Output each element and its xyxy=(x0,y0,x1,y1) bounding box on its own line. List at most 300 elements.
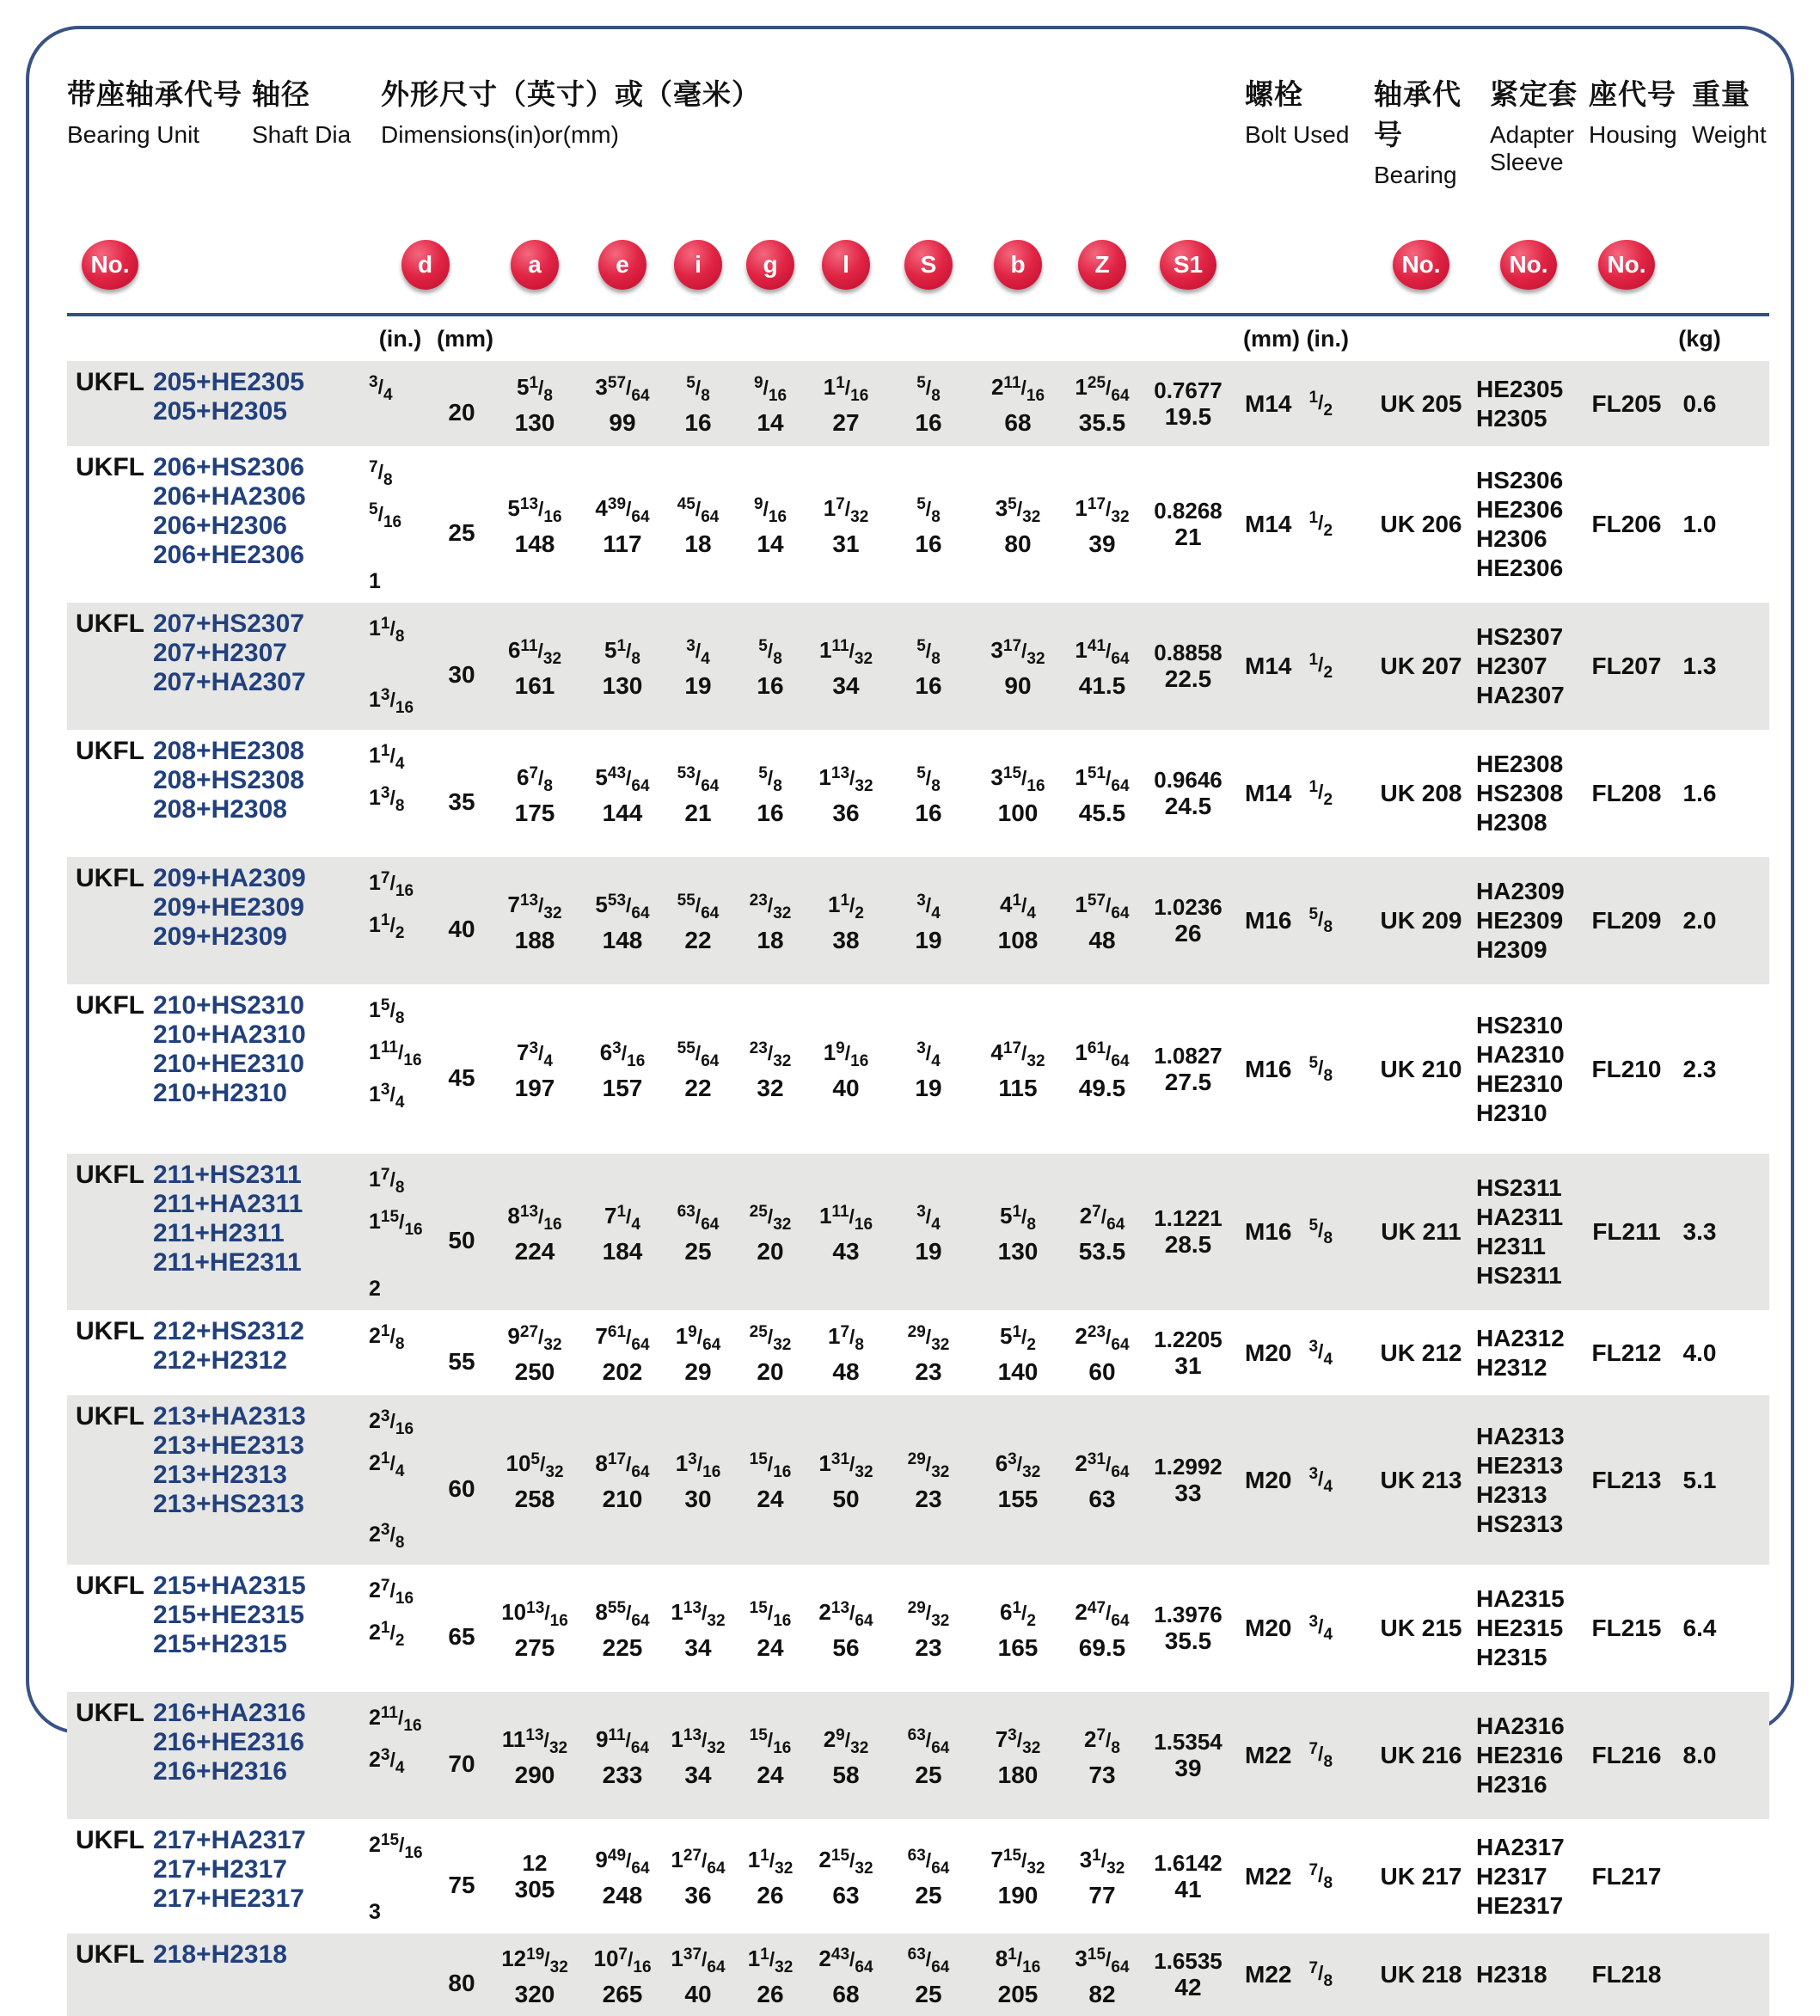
dim-Z-mm: 60 xyxy=(1088,1358,1116,1385)
bearing-unit-models xyxy=(153,737,364,824)
dim-S1-mm: 35.5 xyxy=(1164,1627,1212,1654)
weight-value: 0.6 xyxy=(1682,389,1717,417)
dim-a-mm: 305 xyxy=(514,1875,555,1903)
dim-S-in: $^{29}/_{32}$ xyxy=(907,1598,950,1630)
housing-no: FL218 xyxy=(1591,1961,1662,1988)
shaft-dia-in-list xyxy=(364,368,437,439)
dim-i-in: $1^{27}/_{64}$ xyxy=(671,1847,726,1878)
bolt-size-mm: M16 xyxy=(1245,1055,1292,1082)
dim-S1-in: 0.8268 xyxy=(1154,498,1223,524)
dim-l xyxy=(806,761,885,827)
dim-g-mm: 26 xyxy=(757,1882,784,1909)
adapter-sleeve-item: HE2313 xyxy=(1476,1451,1564,1479)
table-row xyxy=(67,984,1769,1154)
dim-b-in: $2^{11}/_{16}$ xyxy=(990,374,1045,405)
bearing-unit-model: 218+H2318 xyxy=(153,1940,287,1969)
dim-i xyxy=(662,1843,734,1909)
adapter-sleeve-item: HS2313 xyxy=(1476,1510,1564,1537)
dim-l xyxy=(806,634,885,700)
dim-g xyxy=(734,761,806,827)
dim-S1 xyxy=(1140,1948,1236,2001)
dim-e xyxy=(583,761,662,827)
dim-e-in: $5^1/_8$ xyxy=(604,636,640,668)
dim-S1-in: 1.2992 xyxy=(1154,1453,1223,1480)
bearing-unit-model: 208+H2308 xyxy=(153,795,287,824)
dim-S-mm: 23 xyxy=(915,1486,942,1512)
adapter-sleeve-item: HE2305 xyxy=(1476,375,1564,402)
dim-i xyxy=(662,1596,734,1662)
spec-sheet-card xyxy=(26,26,1794,2007)
dim-g-in: $^{15}/_{16}$ xyxy=(749,1725,792,1757)
dim-S-mm: 19 xyxy=(915,1237,942,1265)
adapter-sleeve-list xyxy=(1473,1422,1584,1539)
shaft-dia-in xyxy=(364,1118,437,1147)
bolt-used xyxy=(1236,1612,1370,1645)
bolt-used xyxy=(1236,1958,1370,1991)
bolt-size-mm: M22 xyxy=(1245,1862,1292,1890)
dim-g xyxy=(734,634,806,700)
adapter-sleeve-item: HE2309 xyxy=(1476,907,1564,934)
bearing-unit-model: 217+HE2317 xyxy=(153,1884,304,1913)
dim-g-mm: 32 xyxy=(757,1075,784,1101)
shaft-dia-in: $^5/_{16}$ xyxy=(369,500,402,531)
bearing-unit-model: 210+HS2310 xyxy=(153,991,304,1020)
bolt-size-mm: M14 xyxy=(1245,780,1292,806)
dim-i-mm: 30 xyxy=(684,1486,712,1512)
dim-i xyxy=(662,888,734,954)
dim-a-mm: 175 xyxy=(514,799,555,826)
adapter-sleeve-item: HA2310 xyxy=(1476,1040,1565,1068)
shaft-dia-in: $^7/_8$ xyxy=(369,458,393,489)
dim-S xyxy=(885,1320,971,1386)
bearing-unit-models xyxy=(153,368,364,426)
dim-l xyxy=(806,888,885,954)
adapter-sleeve-item: HS2308 xyxy=(1476,780,1564,806)
dim-S-mm: 23 xyxy=(915,1633,942,1661)
header-adapter-sleeve xyxy=(1490,72,1589,176)
dim-e xyxy=(583,1596,662,1662)
dim-S-mm: 23 xyxy=(915,1358,942,1385)
header-dimensions-zh: 外形尺寸（英寸）或（毫米） xyxy=(381,78,761,110)
shaft-dia-mm: 45 xyxy=(448,1063,475,1091)
shaft-dia-in: $1^1/_8$ xyxy=(369,615,405,646)
dim-i-mm: 25 xyxy=(684,1237,712,1265)
dim-S1-in: 1.0827 xyxy=(1154,1042,1223,1069)
dim-i xyxy=(662,492,734,558)
adapter-sleeve-item: H2315 xyxy=(1476,1644,1547,1670)
dim-l-in: $1^{13}/_{32}$ xyxy=(818,763,873,795)
dim-g-in: $^{25}/_{32}$ xyxy=(749,1202,792,1234)
shaft-dia-in: $2^1/_8$ xyxy=(369,1322,405,1353)
column-label-circles xyxy=(67,229,1769,301)
dim-a-in: $7^3/_4$ xyxy=(516,1039,553,1070)
dim-a xyxy=(487,1850,583,1903)
shaft-dia-in: $1^3/_8$ xyxy=(369,784,405,815)
dim-g-mm: 26 xyxy=(757,1980,784,2007)
circle-no-housing: No. xyxy=(1598,240,1655,290)
dim-a xyxy=(487,1320,583,1386)
bearing-unit-model: 215+HE2315 xyxy=(153,1601,304,1629)
dim-a-mm: 161 xyxy=(514,671,555,699)
adapter-sleeve-item: H2311 xyxy=(1476,1233,1546,1259)
dim-a-in: $5^{13}/_{16}$ xyxy=(507,494,562,526)
bearing-unit-model: 206+HA2306 xyxy=(153,482,306,511)
adapter-sleeve-item: H2312 xyxy=(1476,1353,1547,1381)
dim-g-in: $^{23}/_{32}$ xyxy=(749,891,792,922)
dim-a-in: $11^{13}/_{32}$ xyxy=(501,1725,568,1757)
dim-S-mm: 19 xyxy=(915,926,942,953)
dim-e-mm: 225 xyxy=(602,1633,643,1661)
dim-e-in: $9^{11}/_{64}$ xyxy=(595,1725,650,1757)
table-header xyxy=(67,52,1769,189)
shaft-dia-in xyxy=(364,1486,437,1516)
dim-g-in: $^{15}/_{16}$ xyxy=(749,1598,792,1630)
dim-Z-mm: 63 xyxy=(1088,1486,1116,1512)
dim-g-in: $^{23}/_{32}$ xyxy=(749,1039,792,1070)
dim-l-mm: 36 xyxy=(832,799,860,826)
dim-g xyxy=(734,1723,806,1789)
dim-S-mm: 25 xyxy=(915,1761,942,1788)
dim-S1-in: 1.1221 xyxy=(1154,1205,1223,1231)
bearing-unit-model: 216+HE2316 xyxy=(153,1728,304,1756)
bolt-used xyxy=(1236,1216,1370,1248)
dim-g xyxy=(734,1596,806,1662)
circle-l: l xyxy=(822,240,870,290)
dim-l-in: $1^1/_{16}$ xyxy=(823,374,869,405)
housing-no: FL211 xyxy=(1592,1218,1661,1245)
header-adapter-sleeve-zh: 紧定套 xyxy=(1490,78,1578,110)
dim-g-mm: 16 xyxy=(757,671,784,699)
dim-S1-mm: 28.5 xyxy=(1164,1231,1212,1258)
adapter-sleeve-item: HA2313 xyxy=(1476,1422,1565,1449)
shaft-dia-mm: 70 xyxy=(448,1750,475,1777)
dim-e-mm: 148 xyxy=(602,926,643,953)
dim-i xyxy=(662,371,734,437)
housing-no: FL217 xyxy=(1591,1862,1662,1890)
dim-e xyxy=(583,634,662,700)
dim-g xyxy=(734,1447,806,1513)
dim-g-mm: 20 xyxy=(757,1358,784,1385)
dim-g xyxy=(734,492,806,558)
dim-i xyxy=(662,1723,734,1789)
dim-a-in: 12 xyxy=(522,1849,548,1876)
adapter-sleeve-item: H2307 xyxy=(1476,653,1547,679)
dim-l-mm: 63 xyxy=(832,1882,860,1909)
dim-e xyxy=(583,1942,662,2008)
dim-S1-in: 1.5354 xyxy=(1154,1729,1223,1755)
bearing-no: UK 209 xyxy=(1380,907,1462,934)
dim-e-mm: 210 xyxy=(602,1486,643,1512)
dim-i-in: $1^9/_{64}$ xyxy=(675,1323,721,1354)
dim-S1 xyxy=(1140,894,1236,947)
dim-e xyxy=(583,1843,662,1909)
dim-a-mm: 197 xyxy=(514,1075,555,1101)
shaft-dia-in: $2^{11}/_{16}$ xyxy=(369,1704,422,1735)
dim-a-in: $10^5/_{32}$ xyxy=(506,1450,564,1481)
adapter-sleeve-item: H2310 xyxy=(1476,1099,1547,1126)
housing-no: FL216 xyxy=(1591,1742,1662,1768)
adapter-sleeve-item: HA2309 xyxy=(1476,878,1565,904)
dim-b-in: $3^{15}/_{16}$ xyxy=(990,763,1045,795)
dim-g xyxy=(734,1036,806,1102)
dim-S-in: $^5/_8$ xyxy=(916,763,941,795)
dim-i xyxy=(662,761,734,827)
adapter-sleeve-item: HA2311 xyxy=(1476,1204,1564,1230)
dim-b-mm: 115 xyxy=(998,1075,1038,1101)
dim-Z xyxy=(1064,1942,1140,2008)
dim-g xyxy=(734,1199,806,1265)
shaft-dia-in xyxy=(364,1359,437,1388)
bearing-unit-prefix: UKFL xyxy=(76,368,144,396)
table-content xyxy=(67,52,1769,2016)
dim-Z xyxy=(1064,1596,1140,1662)
dim-a-mm: 258 xyxy=(514,1486,555,1512)
dim-l xyxy=(806,1447,885,1513)
bearing-unit-model: 213+HS2313 xyxy=(153,1490,304,1518)
dim-l-in: $1^{31}/_{32}$ xyxy=(818,1450,873,1481)
dim-a xyxy=(487,492,583,558)
circle-Z: Z xyxy=(1078,240,1126,290)
bearing-unit-model: 212+H2312 xyxy=(153,1346,287,1375)
dim-Z-in: $3^1/_{32}$ xyxy=(1079,1847,1125,1878)
bolt-size-mm: M20 xyxy=(1245,1466,1292,1493)
dim-S1 xyxy=(1140,1729,1236,1782)
dim-S1-mm: 39 xyxy=(1174,1755,1202,1781)
dim-i-in: $^5/_8$ xyxy=(686,374,710,405)
dim-S1-in: 0.8858 xyxy=(1154,640,1223,665)
dim-b-mm: 205 xyxy=(997,1980,1039,2007)
dim-Z-in: $1^{17}/_{32}$ xyxy=(1075,494,1130,526)
header-dimensions-en: Dimensions(in)or(mm) xyxy=(381,121,619,148)
dim-i-mm: 40 xyxy=(684,1980,712,2007)
dim-a xyxy=(487,1447,583,1513)
dim-a-in: $7^{13}/_{32}$ xyxy=(507,891,562,922)
header-bolt-used-zh: 螺栓 xyxy=(1245,78,1303,110)
dim-S-in: $^3/_4$ xyxy=(916,1039,941,1070)
adapter-sleeve-list xyxy=(1473,1960,1584,1989)
dim-i-mm: 22 xyxy=(684,1075,712,1101)
dim-b-in: $3^{17}/_{32}$ xyxy=(990,636,1045,668)
dim-S xyxy=(885,888,971,954)
dim-S1-mm: 24.5 xyxy=(1164,793,1212,819)
dim-S-in: $^{63}/_{64}$ xyxy=(907,1847,950,1878)
bolt-size-in: $^5/_8$ xyxy=(1308,1216,1333,1247)
shaft-dia-in: $1^1/_2$ xyxy=(369,911,405,942)
dim-Z-in: $1^{41}/_{64}$ xyxy=(1075,636,1130,668)
dim-S1 xyxy=(1140,1602,1236,1655)
unit-shaft-in: (in.) xyxy=(378,325,422,352)
dim-Z-in: $1^{57}/_{64}$ xyxy=(1075,891,1130,922)
dim-Z-mm: 53.5 xyxy=(1078,1237,1126,1265)
dim-b-mm: 90 xyxy=(1004,671,1032,699)
dim-l xyxy=(806,1942,885,2008)
adapter-sleeve-item: HE2306 xyxy=(1476,555,1564,581)
dim-g-mm: 16 xyxy=(757,799,784,826)
adapter-sleeve-list xyxy=(1473,1833,1584,1921)
dim-Z-mm: 49.5 xyxy=(1078,1075,1126,1101)
dim-b-mm: 80 xyxy=(1004,530,1032,557)
dim-S1-in: 1.2205 xyxy=(1154,1326,1223,1352)
adapter-sleeve-item: HS2310 xyxy=(1476,1011,1564,1039)
bolt-size-mm: M16 xyxy=(1245,1218,1292,1245)
dim-a-mm: 320 xyxy=(514,1980,555,2007)
dim-S1-mm: 27.5 xyxy=(1164,1068,1212,1095)
dim-Z xyxy=(1064,888,1140,954)
weight-value: 3.3 xyxy=(1682,1218,1717,1245)
shaft-dia-mm: 40 xyxy=(448,916,475,942)
shaft-dia-mm: 60 xyxy=(448,1474,475,1502)
bolt-size-mm: M14 xyxy=(1245,653,1292,679)
dim-Z-in: $2^{47}/_{64}$ xyxy=(1075,1598,1130,1630)
unit-shaft-mm: (mm) xyxy=(437,325,493,352)
dim-g-in: $^9/_{16}$ xyxy=(753,374,787,405)
dim-g-mm: 14 xyxy=(757,530,784,557)
bolt-size-in: $^1/_2$ xyxy=(1308,651,1333,682)
shaft-dia-in xyxy=(364,410,437,439)
shaft-dia-mm: 65 xyxy=(448,1623,475,1650)
bolt-size-in: $^1/_2$ xyxy=(1308,509,1333,540)
bearing-unit-prefix: UKFL xyxy=(76,737,144,765)
bearing-unit-model: 213+HE2313 xyxy=(153,1431,304,1460)
bolt-size-mm: M22 xyxy=(1245,1742,1292,1768)
adapter-sleeve-item: HA2307 xyxy=(1476,682,1565,708)
bolt-size-in: $^3/_4$ xyxy=(1308,1613,1333,1644)
dim-e-mm: 99 xyxy=(609,409,636,436)
adapter-sleeve-item: HE2315 xyxy=(1476,1615,1564,1641)
table-row xyxy=(67,1154,1769,1310)
shaft-dia-in: $2^3/_8$ xyxy=(369,1521,405,1552)
dim-b-in: $6^3/_{32}$ xyxy=(995,1450,1041,1481)
dim-b-in: $7^{15}/_{32}$ xyxy=(990,1847,1045,1878)
dim-i-in: $1^{13}/_{32}$ xyxy=(671,1598,726,1630)
dim-a-in: $6^7/_8$ xyxy=(516,763,553,795)
dim-a xyxy=(487,761,583,827)
bolt-used xyxy=(1236,1739,1370,1772)
dim-l-mm: 48 xyxy=(832,1358,860,1385)
bolt-size-in: $^1/_2$ xyxy=(1308,388,1333,420)
bearing-unit-model: 213+H2313 xyxy=(153,1461,287,1489)
header-weight-zh: 重量 xyxy=(1692,78,1750,110)
dim-S xyxy=(885,371,971,437)
dim-l-mm: 68 xyxy=(832,1980,860,2007)
dim-l xyxy=(806,1843,885,1909)
adapter-sleeve-item: H2317 xyxy=(1476,1862,1547,1890)
dim-S1 xyxy=(1140,767,1236,820)
shaft-dia-mm: 50 xyxy=(448,1227,475,1253)
housing-no: FL215 xyxy=(1591,1615,1662,1641)
weight-value: 2.0 xyxy=(1682,907,1717,934)
dim-S1 xyxy=(1140,1043,1236,1096)
dim-S1-mm: 21 xyxy=(1174,524,1202,550)
dim-e-mm: 233 xyxy=(602,1761,643,1788)
shaft-dia-in: $1^7/_8$ xyxy=(369,1166,405,1197)
bearing-unit-models xyxy=(153,1161,364,1278)
table-row xyxy=(67,1310,1769,1395)
bearing-no: UK 207 xyxy=(1380,653,1462,679)
shaft-dia-in-list xyxy=(364,1699,437,1812)
bearing-unit-prefix: UKFL xyxy=(76,864,144,892)
shaft-dia-in xyxy=(364,1783,437,1812)
dim-e-in: $3^{57}/_{64}$ xyxy=(595,374,650,405)
dim-b xyxy=(971,1942,1064,2008)
dim-Z-in: $2^7/_{64}$ xyxy=(1079,1202,1125,1234)
adapter-sleeve-list xyxy=(1473,1324,1584,1382)
adapter-sleeve-list xyxy=(1473,877,1584,965)
table-row xyxy=(67,1395,1769,1565)
table-row xyxy=(67,603,1769,730)
dim-e-in: $5^{43}/_{64}$ xyxy=(595,763,650,795)
dim-b xyxy=(971,1843,1064,1909)
dim-Z-mm: 73 xyxy=(1088,1761,1116,1788)
dim-S-mm: 19 xyxy=(915,1075,942,1101)
dim-S1-mm: 22.5 xyxy=(1164,665,1212,692)
dim-g-mm: 24 xyxy=(757,1486,784,1512)
dim-l-mm: 27 xyxy=(832,409,860,436)
dim-S1-mm: 33 xyxy=(1174,1479,1202,1506)
bearing-no: UK 215 xyxy=(1380,1615,1462,1641)
weight-value: 6.4 xyxy=(1682,1615,1717,1641)
dim-e-mm: 117 xyxy=(603,530,642,557)
housing-no: FL207 xyxy=(1591,653,1662,679)
dim-a xyxy=(487,634,583,700)
dim-e-in: $7^{61}/_{64}$ xyxy=(595,1323,650,1354)
dim-g-in: $^9/_{16}$ xyxy=(753,494,787,526)
circle-no-sleeve: No. xyxy=(1500,240,1557,290)
dim-e-in: $10^7/_{16}$ xyxy=(593,1945,652,1976)
bearing-unit-models xyxy=(153,1699,364,1786)
dim-S1 xyxy=(1140,377,1236,431)
bearing-unit-model: 207+HS2307 xyxy=(153,610,304,638)
dim-e-mm: 202 xyxy=(602,1358,643,1385)
bolt-size-mm: M20 xyxy=(1245,1339,1292,1366)
adapter-sleeve-list xyxy=(1473,750,1584,837)
dim-Z-in: $1^{25}/_{64}$ xyxy=(1075,374,1130,405)
dim-e-in: $5^{53}/_{64}$ xyxy=(595,891,650,922)
dim-Z-mm: 77 xyxy=(1088,1882,1116,1909)
adapter-sleeve-item: H2306 xyxy=(1476,525,1547,552)
adapter-sleeve-item: H2305 xyxy=(1476,404,1547,432)
bearing-unit-models xyxy=(153,991,364,1108)
dim-l xyxy=(806,1723,885,1789)
dim-g-mm: 20 xyxy=(757,1237,784,1265)
dim-b-in: $5^1/_2$ xyxy=(999,1323,1036,1354)
dim-b-mm: 140 xyxy=(997,1358,1039,1385)
dim-b-mm: 155 xyxy=(997,1486,1039,1512)
shaft-dia-in: 2 xyxy=(369,1277,381,1301)
dim-Z xyxy=(1064,634,1140,700)
dim-b xyxy=(971,888,1064,954)
bearing-unit-model: 209+HA2309 xyxy=(153,864,306,892)
housing-no: FL208 xyxy=(1591,780,1662,806)
dim-S-in: $^3/_4$ xyxy=(916,1202,941,1234)
adapter-sleeve-list xyxy=(1473,1173,1584,1290)
bearing-unit-model: 207+H2307 xyxy=(153,639,287,667)
shaft-dia-in: 3 xyxy=(369,1900,381,1924)
dim-Z xyxy=(1064,1320,1140,1386)
bearing-no: UK 212 xyxy=(1380,1339,1462,1366)
shaft-dia-in-list xyxy=(364,1940,437,1970)
shaft-dia-mm: 35 xyxy=(448,788,475,815)
dim-b-in: $7^3/_{32}$ xyxy=(995,1725,1041,1757)
bearing-unit-model: 210+HE2310 xyxy=(153,1050,304,1078)
shaft-dia-in xyxy=(364,1245,437,1274)
adapter-sleeve-item: H2316 xyxy=(1476,1771,1547,1798)
shaft-dia-mm: 20 xyxy=(448,398,475,426)
bolt-size-in: $^3/_4$ xyxy=(1308,1464,1333,1496)
dim-a xyxy=(487,1596,583,1662)
dim-l-mm: 56 xyxy=(832,1633,860,1661)
dim-e xyxy=(583,1320,662,1386)
